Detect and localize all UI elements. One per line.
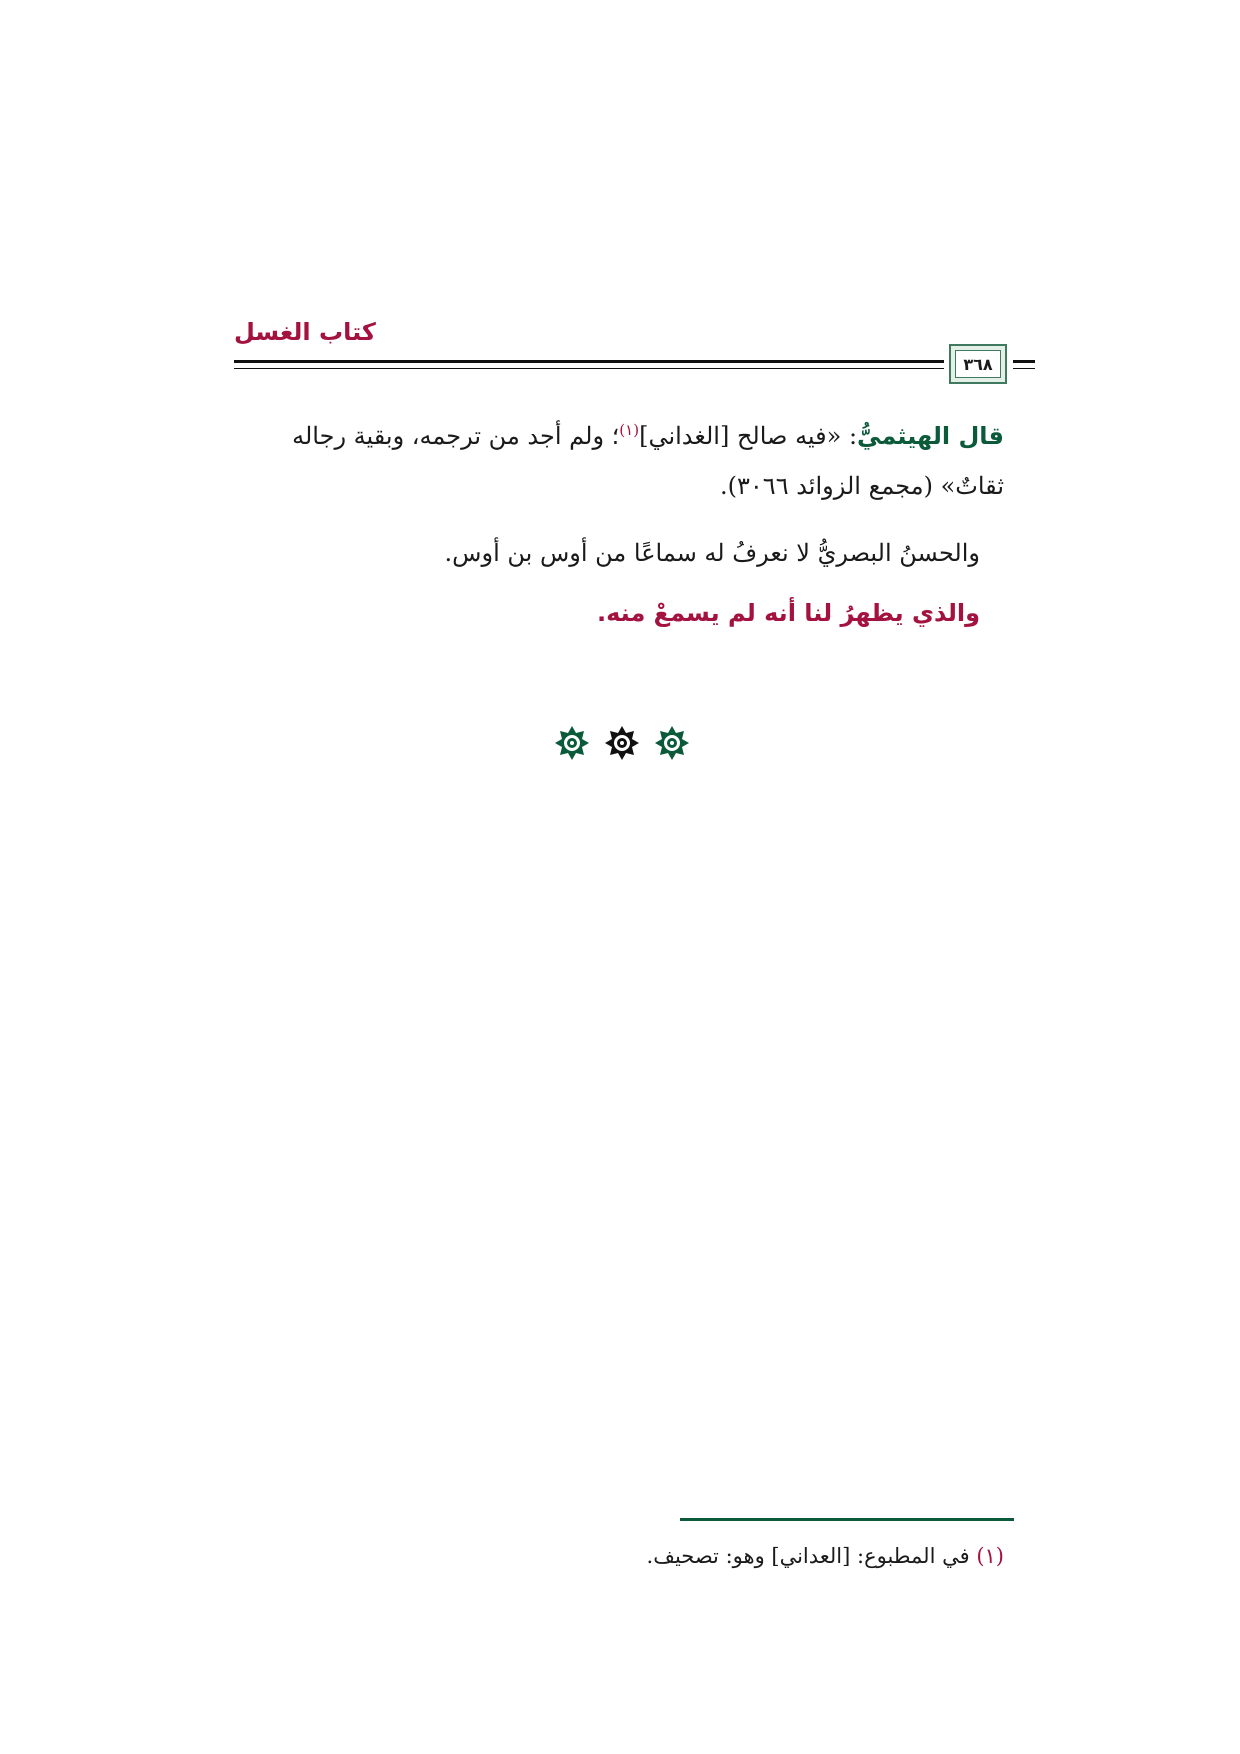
footnote-rule [680,1518,1014,1521]
floral-ornament-icon [554,725,590,761]
speaker-name: قال الهيثميُّ [857,422,1004,450]
running-header-title: كتاب الغسل [234,318,376,346]
paragraph-quote [234,405,1004,511]
floral-ornament-icon [654,725,690,761]
footnote-marker[interactable]: (١) [619,421,640,439]
paragraph-hasan [234,528,1004,578]
footnote-text: في المطبوع: [العداني] وهو: تصحيف. [646,1544,970,1568]
section-separator [540,725,704,761]
paragraph-conclusion [234,588,1004,638]
floral-ornament-icon [604,725,640,761]
header-rule-top [234,360,944,363]
footnote-number: (١) [976,1544,1004,1568]
header-rule-right-bottom [1013,368,1035,369]
quote-text-start: : «فيه صالح [الغداني] [639,422,858,450]
header-rule-bottom [234,368,944,369]
page-number: ٣٦٨ [955,350,1001,378]
page-number-frame [949,344,1007,384]
paragraph-conclusion-text: والذي يظهرُ لنا أنه لم يسمعْ منه. [596,599,980,627]
footnote [647,1544,1004,1568]
header-rule-right-top [1013,360,1035,363]
paragraph-hasan-text: والحسنُ البصريُّ لا نعرفُ له سماعًا من أوس بن أوس. [444,539,980,567]
quote-text-end: ؛ ولم أجد من ترجمه، وبقية رجاله ثقاتٌ» (مجمع الزوائد ٣٠٦٦). [292,422,1004,500]
